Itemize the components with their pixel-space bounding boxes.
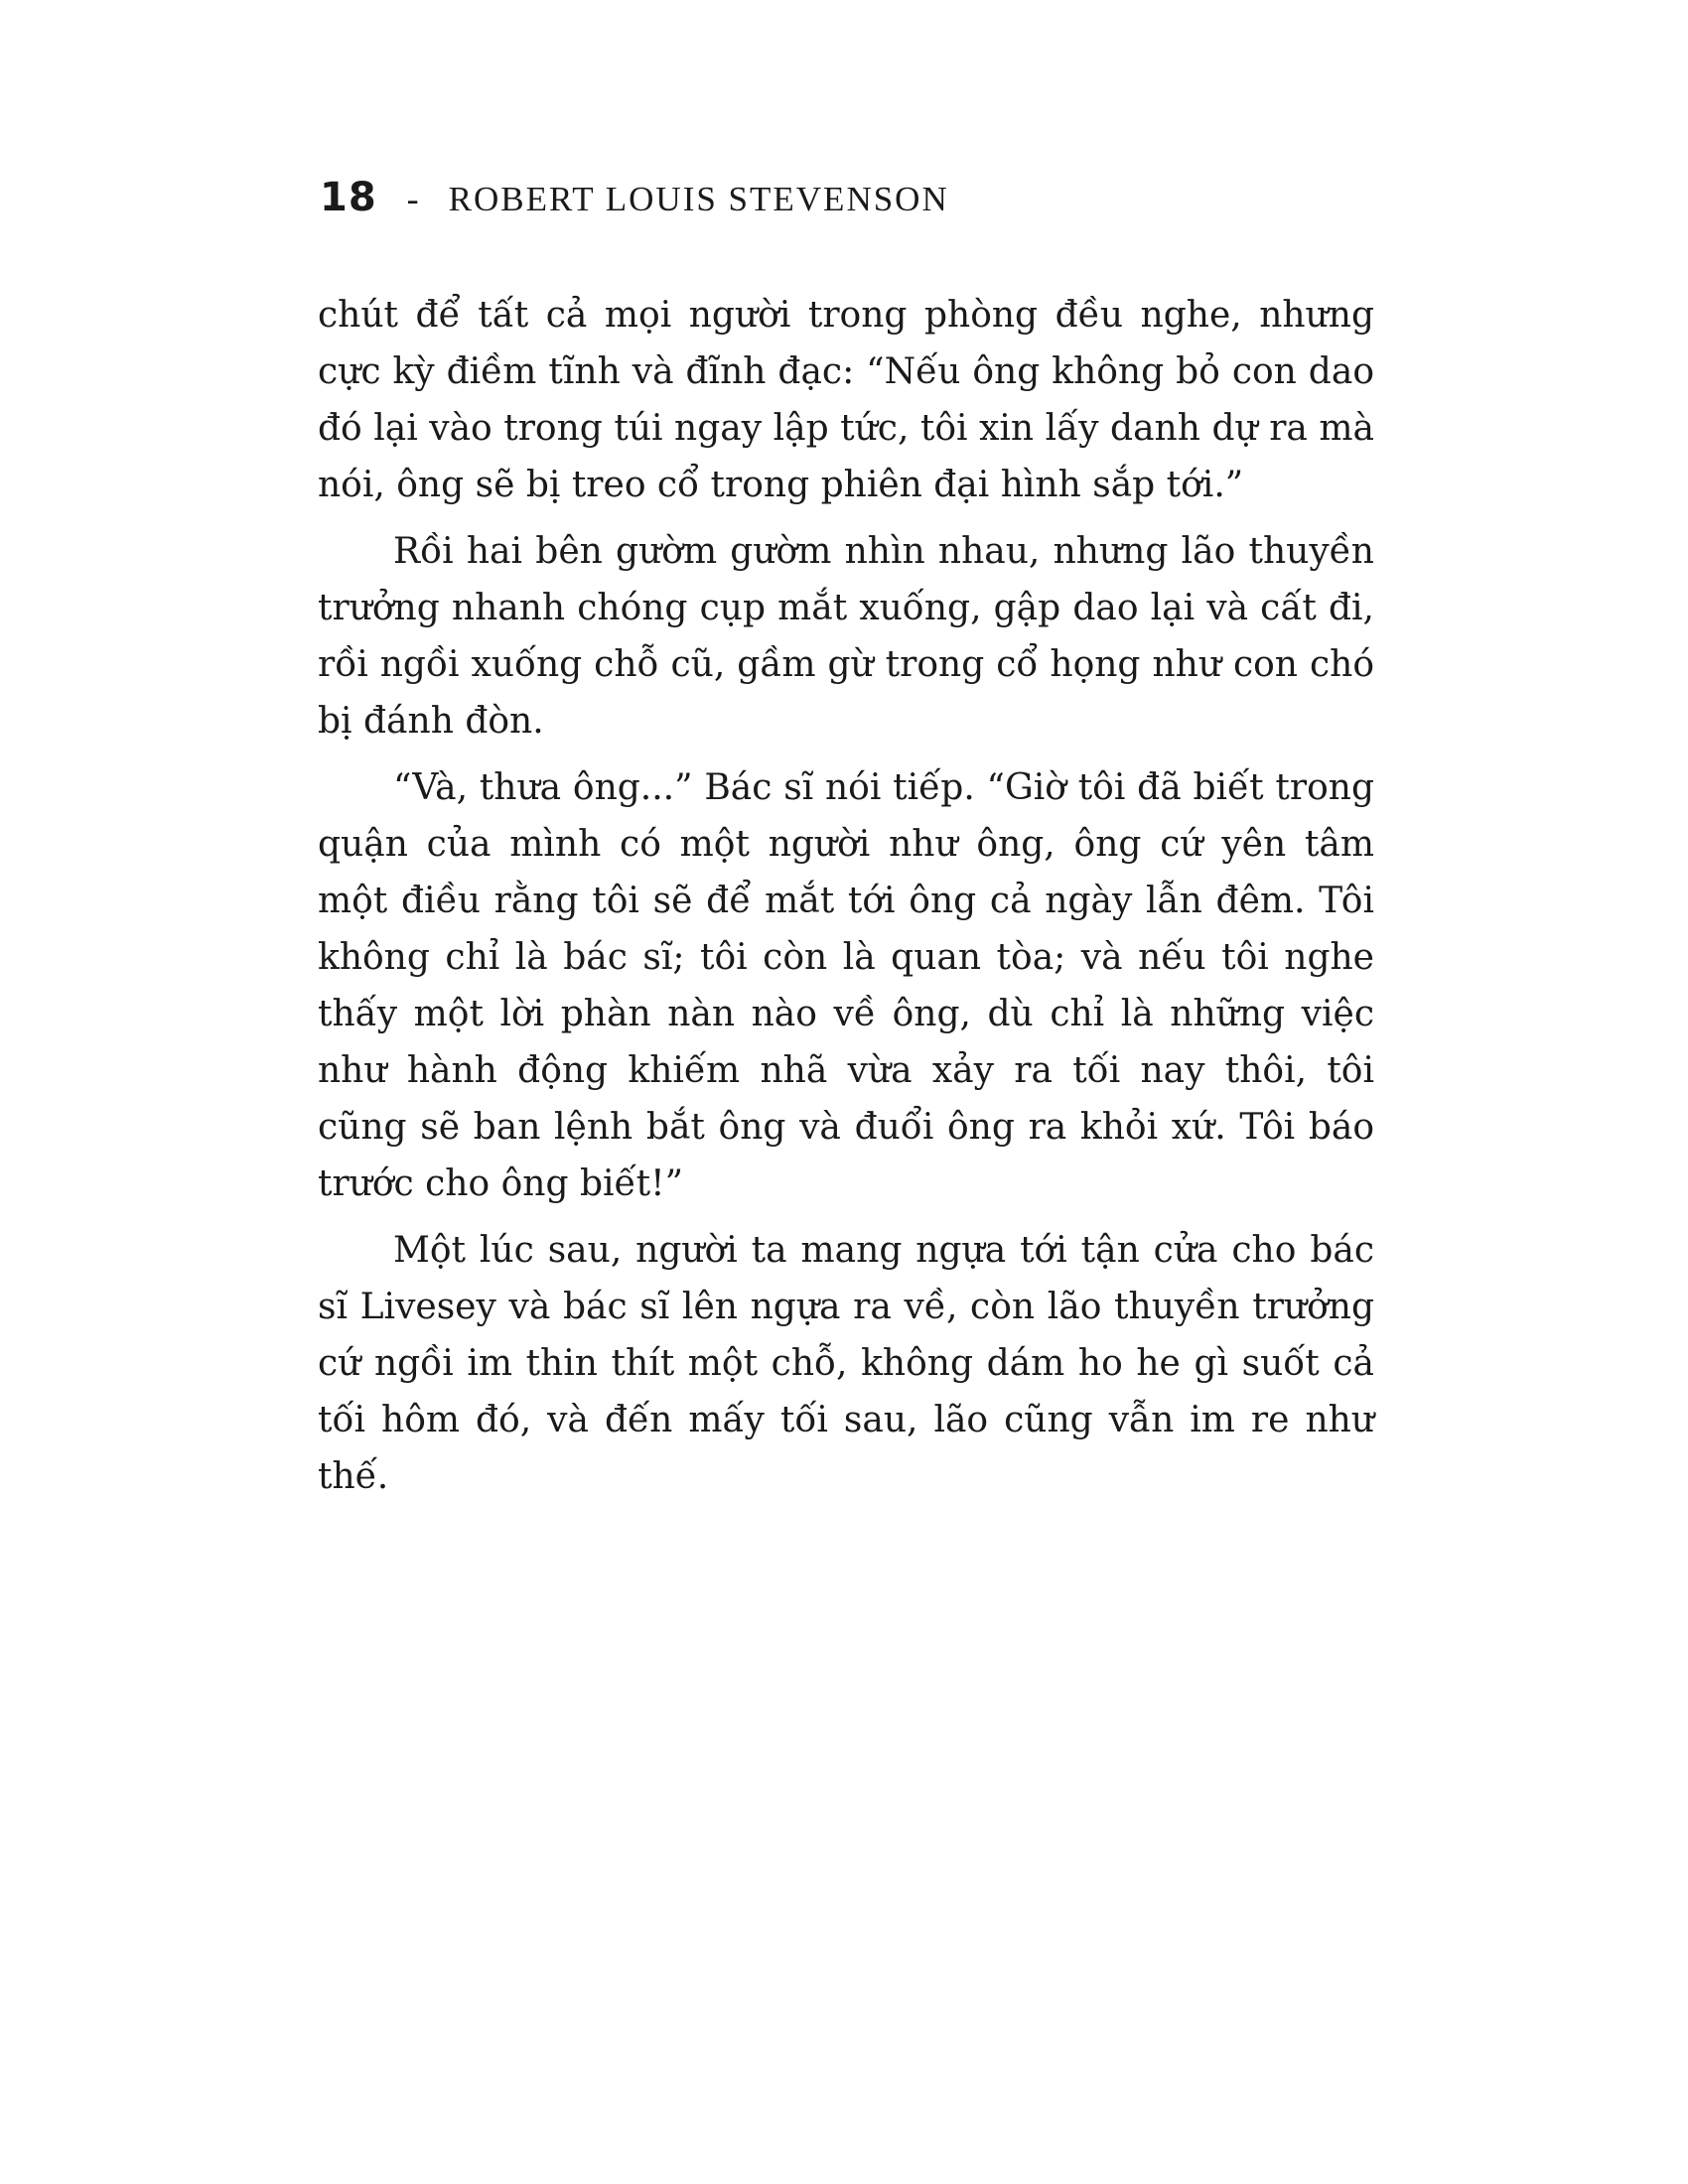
paragraph-4: Một lúc sau, người ta mang ngựa tới tận cửa cho bác sĩ Livesey và bác sĩ lên ngựa ra về, còn lão thuyền trưởng cứ ngồi im thin thít một chỗ, không dám ho he gì suốt cả tối hôm đó, và đến mấy tối sau, lão cũng vẫn im re như thế. bbox=[318, 1230, 1374, 1497]
running-header bbox=[320, 175, 949, 220]
paragraph-2: Rồi hai bên gườm gườm nhìn nhau, nhưng lão thuyền trưởng nhanh chóng cụp mắt xuống, gập dao lại và cất đi, rồi ngồi xuống chỗ cũ, gầm gừ trong cổ họng như con chó bị đánh đòn. bbox=[318, 531, 1374, 742]
paragraph-1: chút để tất cả mọi người trong phòng đều nghe, nhưng cực kỳ điềm tĩnh và đĩnh đạc: “Nếu ông không bỏ con dao đó lại vào trong túi ngay lập tức, tôi xin lấy danh dự ra mà nói, ông sẽ bị treo cổ trong phiên đại hình sắp tới.” bbox=[318, 295, 1374, 505]
author-name: ROBERT LOUIS STEVENSON bbox=[448, 180, 949, 218]
body-text bbox=[318, 287, 1374, 1515]
paragraph-3: “Và, thưa ông...” Bác sĩ nói tiếp. “Giờ tôi đã biết trong quận của mình có một người như ông, ông cứ yên tâm một điều rằng tôi sẽ để mắt tới ông cả ngày lẫn đêm. Tôi không chỉ là bác sĩ; tôi còn là quan tòa; và nếu tôi nghe thấy một lời phàn nàn nào về ông, dù chỉ là những việc như hành động khiếm nhã vừa xảy ra tối nay thôi, tôi cũng sẽ ban lệnh bắt ông và đuổi ông ra khỏi xứ. Tôi báo trước cho ông biết!” bbox=[318, 767, 1374, 1204]
page-number: 18 bbox=[320, 175, 377, 220]
header-separator: - bbox=[406, 179, 419, 218]
